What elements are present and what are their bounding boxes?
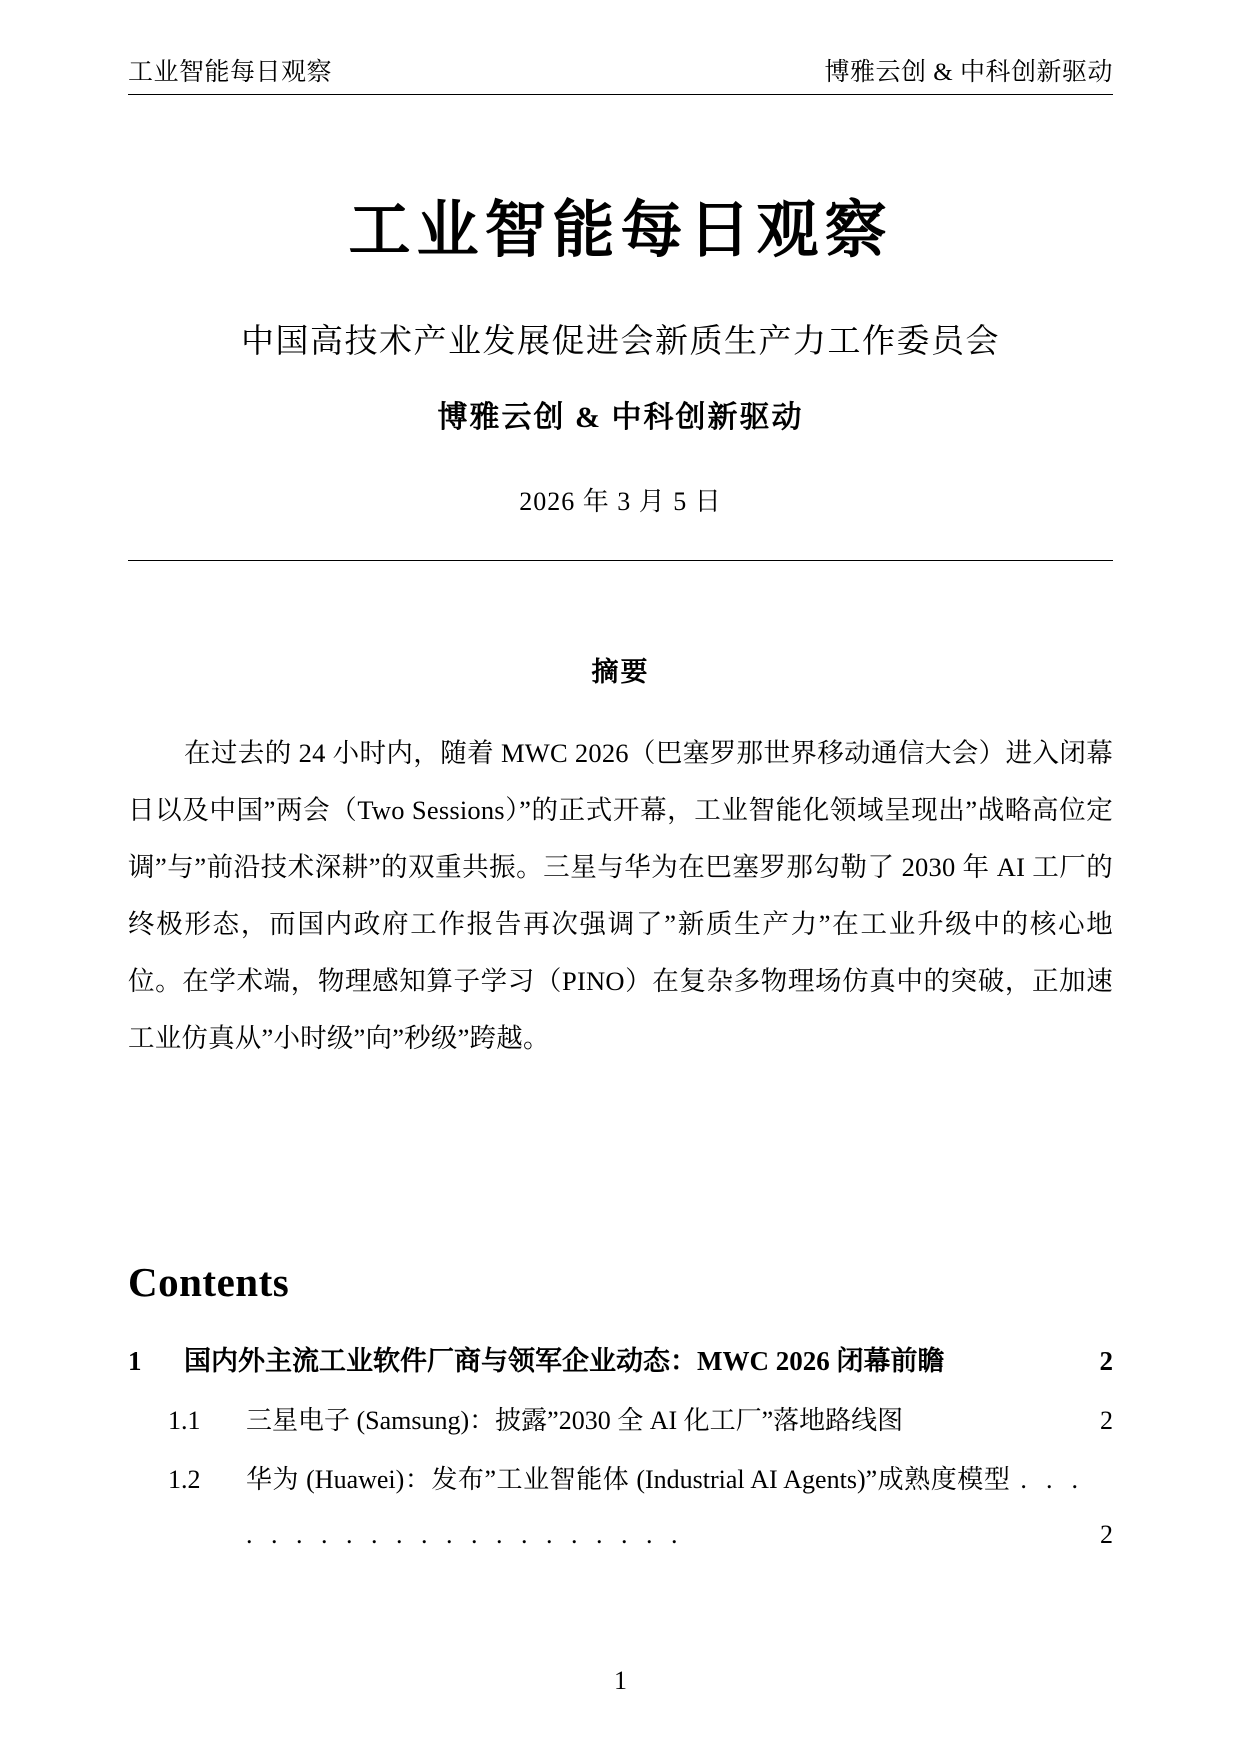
toc-title: 国内外主流工业软件厂商与领军企业动态：MWC 2026 闭幕前瞻: [184, 1346, 945, 1376]
abstract-heading: 摘要: [591, 657, 650, 687]
document-title: 工业智能每日观察: [348, 197, 893, 265]
toc-number: 1.2: [168, 1465, 201, 1494]
page-folio: 1: [614, 1666, 627, 1695]
toc-title-text: 华为 (Huawei)：发布”工业智能体 (Industrial AI Agents)”成熟度模型: [246, 1465, 1011, 1494]
abstract-body: 在过去的 24 小时内，随着 MWC 2026（巴塞罗那世界移动通信大会）进入闭幕日以及中国”两会（Two Sessions）”的正式开幕，工业智能化领域呈现出”战略高位定调”与”前沿技术深耕”的双重共振。三星与华为在巴塞罗那勾勒了 2030 年 AI 工厂的终极形态，而国内政府工作报告再次强调了”新质生产力”在工业升级中的核心地位。在学术端，物理感知算子学习（PINO）在复杂多物理场仿真中的突破，正加速工业仿真从”小时级”向”秒级”跨越。: [128, 738, 1113, 1053]
abstract-section: [128, 650, 1113, 1067]
document-subtitle: 中国高技术产业发展促进会新质生产力工作委员会: [241, 324, 1000, 361]
toc-number: 1.1: [168, 1406, 201, 1435]
toc-title: [246, 1452, 1084, 1562]
toc-page-number: 2: [1100, 1520, 1113, 1549]
header-rule: [128, 94, 1113, 95]
document-date: 2026 年 3 月 5 日: [519, 487, 722, 517]
document-organization: 博雅云创 & 中科创新驱动: [437, 401, 804, 435]
table-of-contents: [128, 1258, 1113, 1566]
toc-number: 1: [128, 1346, 142, 1376]
toc-entry-section-1-1[interactable]: [128, 1393, 1113, 1448]
running-header: [128, 52, 1113, 88]
toc-entry-section-1-2[interactable]: [128, 1452, 1113, 1562]
running-header-right: 博雅云创 & 中科创新驱动: [824, 59, 1113, 86]
toc-entry-section-1[interactable]: [128, 1334, 1113, 1389]
title-block: [128, 196, 1113, 518]
title-block-rule: [128, 560, 1113, 561]
toc-dot-leader: . . . . . . . . . . . . . . . . . . . . .: [246, 1465, 1084, 1549]
toc-page-number: 2: [1099, 1346, 1113, 1376]
toc-title: 三星电子 (Samsung)：披露”2030 全 AI 化工厂”落地路线图: [246, 1406, 904, 1435]
running-header-left: 工业智能每日观察: [128, 59, 333, 86]
toc-page-number: 2: [1100, 1406, 1113, 1435]
contents-heading: Contents: [128, 1259, 290, 1305]
